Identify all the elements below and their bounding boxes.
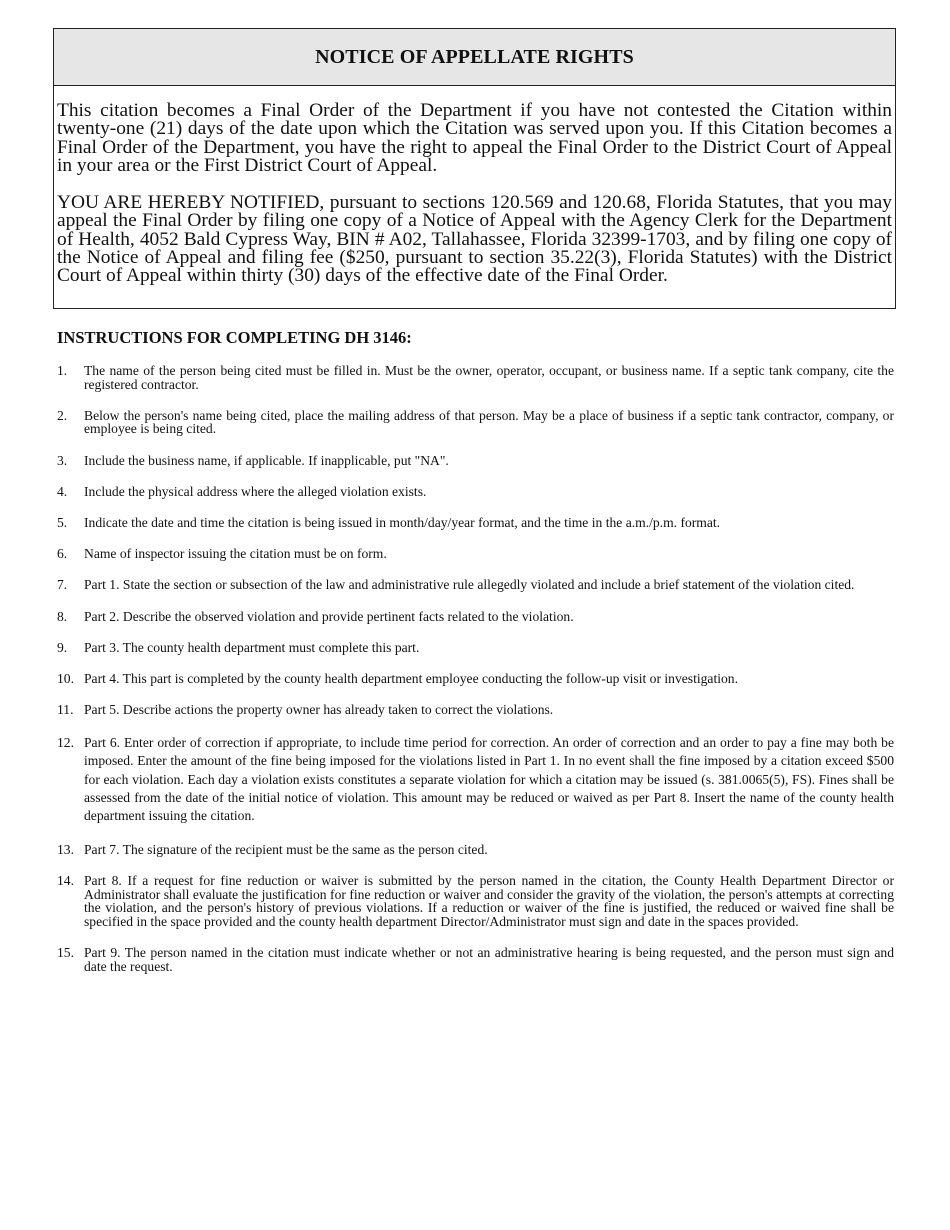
- instruction-text: Part 1. State the section or subsection of the law and administrative rule allegedly violated and include a brief statement of the violation cited.: [84, 577, 855, 593]
- instruction-item: [57, 641, 894, 655]
- instruction-number: 7.: [57, 577, 68, 593]
- instruction-item: [57, 364, 894, 391]
- instruction-number: 9.: [57, 639, 68, 655]
- instruction-text: Part 2. Describe the observed violation and provide pertinent facts related to the violation.: [84, 608, 574, 624]
- instruction-text: The name of the person being cited must be filled in. Must be the owner, operator, occupant, or business name. If a septic tank company, cite the registered contractor.: [84, 363, 894, 392]
- instruction-text: Part 7. The signature of the recipient must be the same as the person cited.: [84, 841, 488, 857]
- notice-header: [54, 29, 895, 86]
- instruction-text: Indicate the date and time the citation is being issued in month/day/year format, and the time in the a.m./p.m. format.: [84, 514, 721, 530]
- instruction-number: 8.: [57, 608, 68, 624]
- notice-paragraph-final-order: This citation becomes a Final Order of the Department if you have not contested the Citation within twenty-one (21) days of the date upon which the Citation was served upon you. If this Citation becomes a Final Order of the Department, you have the right to appeal the Final Order to the District Court of Appeal in your area or the First District Court of Appeal.: [57, 100, 892, 177]
- instruction-item: [57, 409, 894, 436]
- instruction-item: [57, 843, 894, 857]
- instruction-item: [57, 946, 894, 973]
- instruction-item: [57, 874, 894, 928]
- instruction-number: 13.: [57, 841, 74, 857]
- instruction-text: Include the physical address where the alleged violation exists.: [84, 483, 427, 499]
- instruction-number: 15.: [57, 945, 74, 961]
- instruction-item: [57, 672, 894, 686]
- instruction-text: Below the person's name being cited, place the mailing address of that person. May be a place of business if a septic tank contractor, company, or employee is being cited.: [84, 407, 894, 437]
- instruction-item: [57, 454, 894, 468]
- instruction-text: Part 8. If a request for fine reduction or waiver is submitted by the person named in the citation, the County Health Department Director or Administrator shall evaluate the justification for fine reduction or waiver and consider the gravity of the violation, the person's attempts at correcting the violation, and the person's history of previous violations. If a reduction or waiver of the fine is justified, the reduced or waived fine shall be specified in the space provided and the county health department Director/Administrator must sign and date in the spaces provided.: [84, 873, 894, 929]
- instruction-number: 3.: [57, 452, 68, 468]
- instruction-item: [57, 578, 894, 592]
- notice-paragraph-appeal-rights: YOU ARE HEREBY NOTIFIED, pursuant to sections 120.569 and 120.68, Florida Statutes, that you may appeal the Final Order by filing one copy of a Notice of Appeal with the Agency Clerk for the Department of Health, 4052 Bald Cypress Way, BIN # A02, Tallahassee, Florida 32399-1703, and by filing one copy of the Notice of Appeal and filing fee ($250, pursuant to section 35.22(3), Florida Statutes) with the District Court of Appeal within thirty (30) days of the effective date of the Final Order.: [57, 191, 892, 287]
- instruction-number: 12.: [57, 735, 74, 751]
- instruction-text: Part 9. The person named in the citation must indicate whether or not an administrative hearing is being requested, and the person must sign and date the request.: [84, 945, 894, 974]
- instruction-item: [57, 703, 894, 717]
- instruction-number: 10.: [57, 670, 74, 686]
- instruction-text: Part 6. Enter order of correction if appropriate, to include time period for correction. An order of correction and an order to pay a fine may both be imposed. Enter the amount of the fine being imposed for the violations listed in Part 1. In no event shall the fine imposed by a citation exceed $500 for each violation. Each day a violation exists constitutes a separate violation for which a citation may be issued (s. 381.0065(5), FS). Fines shall be assessed from the date of the initial notice of violation. This amount may be reduced or waived as per Part 8. Insert the name of the county health department issuing the citation.: [84, 735, 894, 824]
- notice-box: [53, 28, 896, 309]
- instruction-number: 5.: [57, 514, 68, 530]
- notice-body: [54, 86, 895, 286]
- instruction-number: 11.: [57, 702, 74, 718]
- instruction-number: 2.: [57, 407, 68, 423]
- instruction-text: Name of inspector issuing the citation must be on form.: [84, 546, 387, 562]
- instructions-list: [57, 364, 894, 991]
- instruction-item: [57, 516, 894, 530]
- notice-title: NOTICE OF APPELLATE RIGHTS: [315, 45, 634, 68]
- instruction-text: Part 3. The county health department must complete this part.: [84, 639, 420, 655]
- instruction-number: 14.: [57, 873, 74, 889]
- instruction-number: 6.: [57, 546, 68, 562]
- instruction-number: 4.: [57, 483, 68, 499]
- instruction-item: [57, 734, 894, 825]
- instruction-item: [57, 547, 894, 561]
- instruction-text: Include the business name, if applicable. If inapplicable, put "NA".: [84, 452, 449, 468]
- instruction-text: Part 4. This part is completed by the county health department employee conducting the follow-up visit or investigation.: [84, 670, 738, 686]
- instructions-heading: INSTRUCTIONS FOR COMPLETING DH 3146:: [57, 328, 412, 347]
- instruction-item: [57, 610, 894, 624]
- instruction-number: 1.: [57, 363, 68, 378]
- instruction-item: [57, 485, 894, 499]
- instruction-text: Part 5. Describe actions the property owner has already taken to correct the violations.: [84, 702, 554, 718]
